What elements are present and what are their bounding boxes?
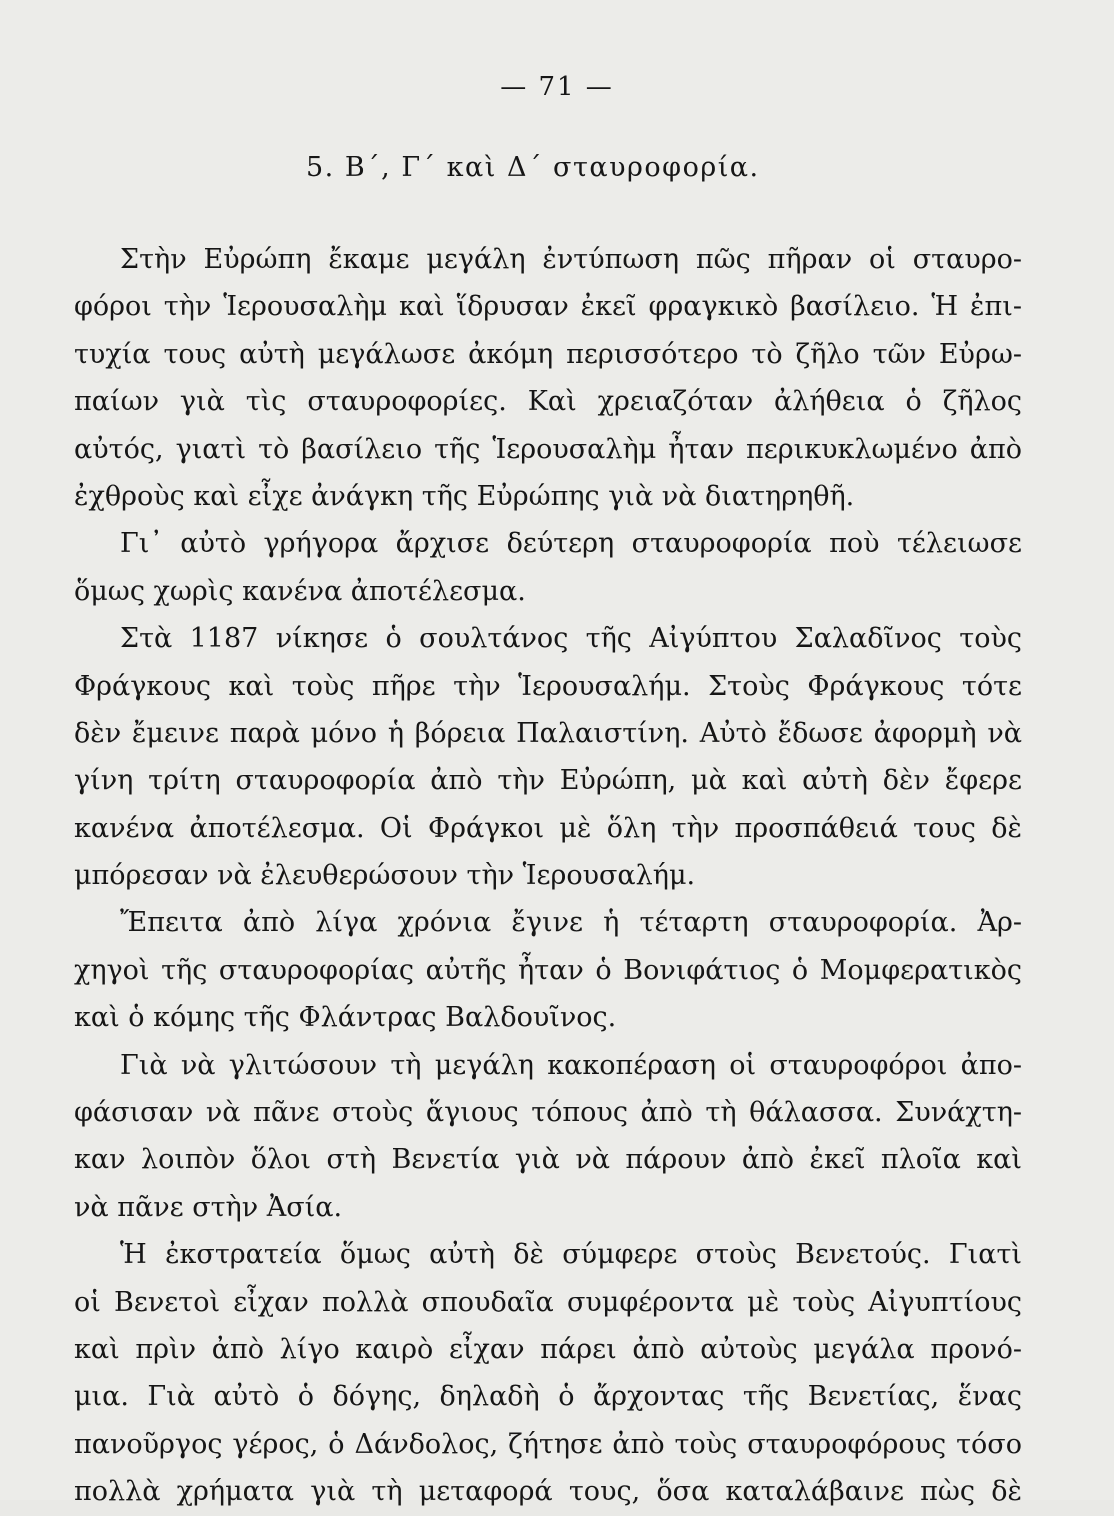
text-line: νὰ πᾶνε στὴν Ἀσία. xyxy=(74,1191,343,1223)
body-text xyxy=(74,236,1022,1516)
text-line: φόροι τὴν Ἱερουσαλὴμ καὶ ἵδρυσαν ἐκεῖ φραγκικὸ βασίλειο. Ἡ ἐπι- xyxy=(74,291,1022,323)
text-line: δὲν ἔμεινε παρὰ μόνο ἡ βόρεια Παλαιστίνη. Αὐτὸ ἔδωσε ἀφορμὴ νὰ xyxy=(74,717,1022,749)
text-line: ἐχθροὺς καὶ εἶχε ἀνάγκη τῆς Εὐρώπης γιὰ νὰ διατηρηθῆ. xyxy=(74,480,855,512)
text-line: καν λοιπὸν ὅλοι στὴ Βενετία γιὰ νὰ πάρουν ἀπὸ ἐκεῖ πλοῖα καὶ xyxy=(74,1144,1022,1176)
section-title: 5. Β΄, Γ΄ καὶ Δ΄ σταυροφορία. xyxy=(306,152,760,183)
text-line: Ἔπειτα ἀπὸ λίγα χρόνια ἔγινε ἡ τέταρτη σταυροφορία. Ἀρ- xyxy=(120,907,1022,939)
text-line: Στὴν Εὐρώπη ἔκαμε μεγάλη ἐντύπωση πῶς πῆραν οἱ σταυρο- xyxy=(120,244,1022,275)
text-line: Φράγκους καὶ τοὺς πῆρε τὴν Ἱερουσαλήμ. Στοὺς Φράγκους τότε xyxy=(74,670,1022,702)
text-line: κανένα ἀποτέλεσμα. Οἱ Φράγκοι μὲ ὅλη τὴν προσπάθειά τους δὲ xyxy=(74,812,1022,844)
text-line: Γι᾽ αὐτὸ γρήγορα ἄρχισε δεύτερη σταυροφορία ποὺ τέλειωσε xyxy=(120,528,1022,560)
text-line: πολλὰ χρήματα γιὰ τὴ μεταφορά τους, ὅσα καταλάβαινε πὼς δὲ xyxy=(74,1476,1022,1508)
text-line: πανοῦργος γέρος, ὁ Δάνδολος, ζήτησε ἀπὸ τοὺς σταυροφόρους τόσο xyxy=(74,1428,1022,1460)
text-line: Γιὰ νὰ γλιτώσουν τὴ μεγάλη κακοπέραση οἱ σταυροφόροι ἀπο- xyxy=(120,1049,1022,1081)
text-line: παίων γιὰ τὶς σταυροφορίες. Καὶ χρειαζόταν ἀλήθεια ὁ ζῆλος xyxy=(74,386,1022,418)
text-line: τυχία τους αὐτὴ μεγάλωσε ἀκόμη περισσότερο τὸ ζῆλο τῶν Εὐρω- xyxy=(74,338,1022,370)
text-line: ὅμως χωρὶς κανένα ἀποτέλεσμα. xyxy=(74,575,526,607)
text-line: χηγοὶ τῆς σταυροφορίας αὐτῆς ἦταν ὁ Βονιφάτιος ὁ Μομφερατικὸς xyxy=(74,954,1022,986)
text-line: Στὰ 1187 νίκησε ὁ σουλτάνος τῆς Αἰγύπτου Σαλαδῖνος τοὺς xyxy=(120,623,1022,655)
text-line: μπόρεσαν νὰ ἐλευθερώσουν τὴν Ἱερουσαλήμ. xyxy=(74,860,696,892)
text-line: μια. Γιὰ αὐτὸ ὁ δόγης, δηλαδὴ ὁ ἄρχοντας τῆς Βενετίας, ἕνας xyxy=(74,1381,1022,1413)
text-line: οἱ Βενετοὶ εἶχαν πολλὰ σπουδαῖα συμφέροντα μὲ τοὺς Αἰγυπτίους xyxy=(74,1286,1022,1318)
text-line: φάσισαν νὰ πᾶνε στοὺς ἅγιους τόπους ἀπὸ τὴ θάλασσα. Συνάχτη- xyxy=(74,1097,1022,1129)
text-line: καὶ ὁ κόμης τῆς Φλάντρας Βαλδουῖνος. xyxy=(74,1002,617,1034)
text-line: καὶ πρὶν ἀπὸ λίγο καιρὸ εἶχαν πάρει ἀπὸ αὐτοὺς μεγάλα προνό- xyxy=(74,1333,1022,1365)
text-line: γίνη τρίτη σταυροφορία ἀπὸ τὴν Εὐρώπη, μὰ καὶ αὐτὴ δὲν ἔφερε xyxy=(74,765,1022,797)
text-line: αὐτός, γιατὶ τὸ βασίλειο τῆς Ἱερουσαλὴμ ἦταν περικυκλωμένο ἀπὸ xyxy=(74,433,1022,465)
text-line: Ἡ ἐκστρατεία ὅμως αὐτὴ δὲ σύμφερε στοὺς Βενετούς. Γιατὶ xyxy=(120,1239,1022,1271)
page-number: — 71 — xyxy=(500,72,614,102)
